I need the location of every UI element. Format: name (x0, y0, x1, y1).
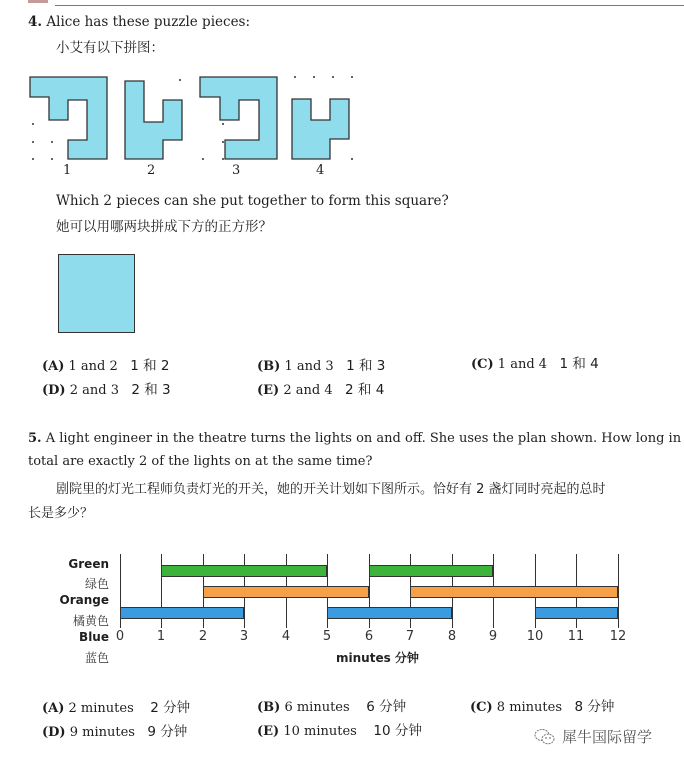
series-label-green-cn: 绿色 (84, 577, 109, 591)
q5-prompt-en-2: total are exactly 2 of the lights on at the same time? (28, 454, 373, 469)
bar-green-2 (369, 565, 493, 577)
bar-orange-1 (203, 586, 369, 598)
q5-option-a[interactable] (42, 696, 190, 716)
q5-option-e[interactable] (257, 719, 422, 739)
tick-5: 5 (322, 629, 332, 644)
grid-12 (618, 554, 619, 628)
q5-number: 5. (28, 431, 42, 446)
q5-option-c[interactable] (470, 695, 614, 715)
option-en: 1 and 2 (68, 359, 118, 374)
option-en: 10 minutes (283, 724, 357, 739)
q4-prompt (28, 14, 250, 30)
option-en: 8 minutes (496, 700, 563, 715)
tick-4: 4 (281, 629, 291, 644)
piece-label-3: 3 (232, 163, 241, 178)
series-label-orange: Orange (59, 593, 109, 607)
tick-0: 0 (115, 629, 125, 644)
option-en: 1 and 3 (284, 359, 334, 374)
q4-number: 4. (28, 14, 43, 30)
option-cn: 8 分钟 (574, 699, 615, 715)
tick-6: 6 (364, 629, 374, 644)
q5-option-d[interactable] (42, 720, 187, 740)
tick-10: 10 (526, 629, 544, 644)
option-cn: 10 分钟 (373, 723, 422, 739)
watermark (534, 726, 652, 747)
watermark-text: 犀牛国际留学 (562, 728, 653, 746)
header-mark (28, 0, 48, 3)
piece-1 (30, 77, 107, 159)
tick-3: 3 (239, 629, 249, 644)
q5-prompt-en-1 (28, 431, 681, 446)
tick-1: 1 (156, 629, 166, 644)
option-letter: (E) (257, 724, 280, 739)
option-cn: 1 和 3 (346, 358, 386, 374)
piece-4 (292, 99, 349, 159)
option-letter: (B) (257, 359, 281, 374)
tick-7: 7 (405, 629, 415, 644)
tick-11: 11 (567, 629, 585, 644)
q4-option-c[interactable] (471, 352, 599, 372)
piece-label-4: 4 (316, 163, 325, 178)
option-letter: (D) (42, 383, 66, 398)
tick-12: 12 (609, 629, 627, 644)
option-en: 2 and 3 (69, 383, 119, 398)
option-cn: 2 和 4 (345, 382, 385, 398)
q4-question-en: Which 2 pieces can she put together to form this square? (56, 193, 449, 209)
series-label-orange-cn: 橘黄色 (72, 614, 109, 628)
bar-blue-1 (120, 607, 244, 619)
wechat-icon (534, 728, 556, 746)
option-cn: 1 和 4 (559, 356, 599, 372)
option-letter: (E) (257, 383, 280, 398)
option-en: 9 minutes (69, 725, 135, 740)
q5-prompt-en-line1: A light engineer in the theatre turns the lights on and off. She uses the plan shown. How long in (45, 431, 682, 446)
bar-orange-2 (410, 586, 618, 598)
option-cn: 2 分钟 (150, 700, 191, 716)
option-letter: (C) (470, 700, 493, 715)
option-letter: (C) (471, 357, 494, 372)
option-letter: (A) (42, 359, 65, 374)
q4-option-a[interactable] (42, 354, 169, 374)
q4-question-cn: 她可以用哪两块拼成下方的正方形？ (56, 219, 272, 235)
piece-3 (200, 77, 277, 159)
q4-option-b[interactable] (257, 354, 385, 374)
tick-2: 2 (198, 629, 208, 644)
q5-prompt-cn-2: 长是多少？ (28, 506, 94, 521)
series-label-green: Green (68, 557, 109, 571)
q4-option-e[interactable] (257, 378, 384, 398)
bar-green-1 (161, 565, 327, 577)
x-axis-label: minutes 分钟 (336, 651, 419, 665)
q4-prompt-en: Alice has these puzzle pieces: (46, 14, 251, 30)
tick-9: 9 (488, 629, 498, 644)
q5-prompt-cn-1: 剧院里的灯光工程师负责灯光的开关，她的开关计划如下图所示。恰好有 2 盏灯同时亮起的总时 (56, 482, 606, 497)
option-letter: (D) (42, 725, 66, 740)
option-cn: 1 和 2 (130, 358, 170, 374)
piece-2 (125, 81, 182, 159)
target-square (58, 254, 135, 333)
header-rule (55, 5, 684, 6)
tick-8: 8 (447, 629, 457, 644)
puzzle-pieces (25, 72, 365, 162)
option-en: 2 and 4 (283, 383, 333, 398)
bar-blue-2 (327, 607, 452, 619)
option-en: 2 minutes (68, 701, 134, 716)
option-cn: 9 分钟 (147, 724, 188, 740)
option-letter: (B) (257, 700, 281, 715)
option-cn: 2 和 3 (131, 382, 171, 398)
q4-prompt-cn: 小艾有以下拼图： (56, 40, 164, 56)
q5-option-b[interactable] (257, 695, 406, 715)
series-label-blue-cn: 蓝色 (84, 651, 109, 665)
option-en: 6 minutes (284, 700, 350, 715)
option-letter: (A) (42, 701, 65, 716)
option-cn: 6 分钟 (366, 699, 407, 715)
piece-label-2: 2 (147, 163, 156, 178)
option-en: 1 and 4 (497, 357, 548, 372)
bar-blue-3 (535, 607, 618, 619)
series-label-blue: Blue (79, 630, 109, 644)
q4-option-d[interactable] (42, 378, 171, 398)
piece-label-1: 1 (63, 163, 72, 178)
